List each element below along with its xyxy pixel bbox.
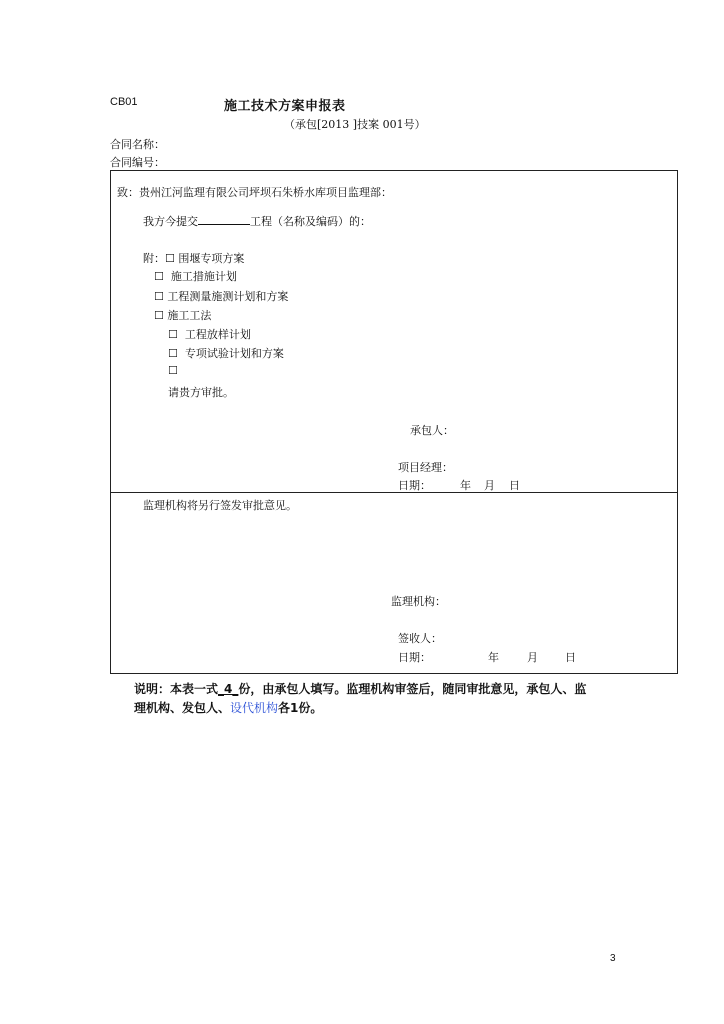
supervision-label: 监理机构： (391, 595, 446, 608)
submit-suffix: 工程（名称及编码）的： (250, 215, 371, 228)
project-name-blank[interactable] (198, 213, 250, 225)
attachment-row-6 (168, 345, 284, 361)
attachment-label-5: 工程放样计划 (184, 328, 251, 341)
form-code: CB01 (110, 96, 138, 108)
attachment-label-4: 施工工法 (167, 309, 212, 322)
checkbox-6[interactable]: ☐ (168, 347, 178, 360)
note-line-2 (134, 699, 322, 716)
note-copies: _4_ (218, 682, 239, 696)
checkbox-7[interactable]: ☐ (168, 364, 178, 377)
note-line-1-b: 份，由承包人填写。监理机构审签后，随同审批意见，承包人、监 (238, 682, 587, 696)
attachment-label-2: 施工措施计划 (170, 270, 237, 283)
contract-number-label: 合同编号： (110, 156, 165, 169)
page-number: 3 (610, 953, 616, 964)
request-line: 请贵方审批。 (168, 386, 234, 399)
checkbox-1[interactable]: ☐ (165, 252, 175, 265)
note-line-1 (134, 680, 586, 697)
checkbox-4[interactable]: ☐ (154, 309, 164, 322)
contractor-day: 日 (509, 479, 520, 492)
supervision-month: 月 (527, 651, 538, 664)
contract-name-label: 合同名称： (110, 138, 165, 151)
note-line-1-a: 说明：本表一式 (134, 682, 219, 696)
attachment-row-3 (154, 288, 288, 304)
page-subtitle: （承包[2013 ]技案 001号） (284, 118, 426, 131)
submit-line (143, 213, 371, 229)
attachment-row-7 (168, 364, 178, 377)
attachment-label-6: 专项试验计划和方案 (184, 347, 284, 360)
attachment-row-4 (154, 307, 211, 323)
contractor-label: 承包人： (410, 424, 454, 437)
form-divider (110, 492, 678, 493)
note-line-2-b: 各1份。 (278, 701, 323, 715)
checkbox-3[interactable]: ☐ (154, 290, 164, 303)
checkbox-5[interactable]: ☐ (168, 328, 178, 341)
supervision-date-label: 日期： (398, 651, 431, 664)
attachment-label-1: 围堰专项方案 (178, 252, 245, 265)
attachment-row-2 (154, 268, 237, 284)
contractor-year: 年 (460, 479, 471, 492)
supervision-day: 日 (565, 651, 576, 664)
attachment-label-3: 工程测量施测计划和方案 (167, 290, 289, 303)
attachment-row-1 (143, 250, 244, 266)
project-manager-label: 项目经理： (398, 461, 453, 474)
to-line: 致：贵州江河监理有限公司坪坝石朱桥水库项目监理部： (117, 186, 392, 199)
supervision-year: 年 (488, 651, 499, 664)
attach-prefix: 附： (143, 252, 165, 265)
note-line-2-a: 理机构、发包人、 (134, 701, 231, 715)
receiver-label: 签收人： (398, 632, 442, 645)
note-design-agency: 设代机构 (230, 701, 279, 715)
supervision-opinion: 监理机构将另行签发审批意见。 (143, 499, 297, 512)
attachment-row-5 (168, 326, 251, 342)
contractor-date-label: 日期： (398, 479, 431, 492)
page-title: 施工技术方案申报表 (224, 99, 346, 114)
contractor-month: 月 (484, 479, 495, 492)
checkbox-2[interactable]: ☐ (154, 270, 164, 283)
submit-prefix: 我方今提交 (143, 215, 198, 228)
